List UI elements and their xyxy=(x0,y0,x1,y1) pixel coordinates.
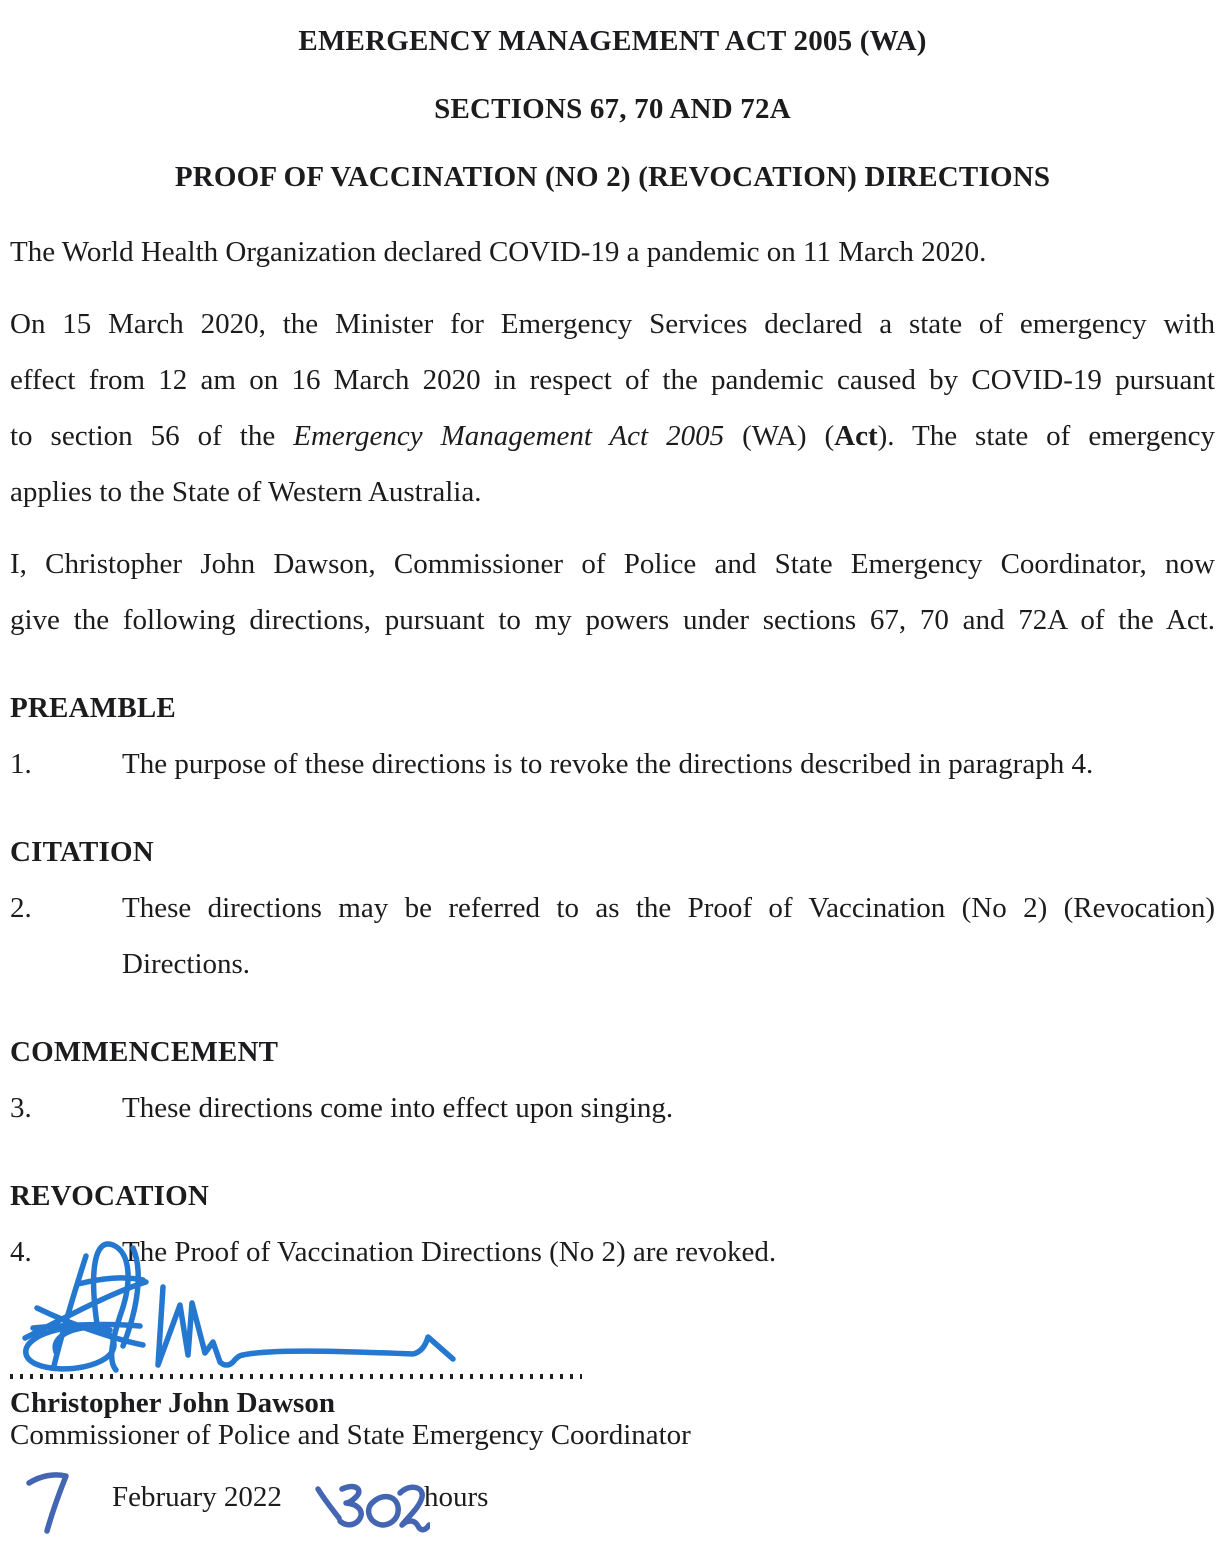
paragraph-line: applies to the State of Western Australia. xyxy=(10,476,482,508)
title-block xyxy=(10,20,1215,198)
signature-dotted-line xyxy=(10,1374,582,1379)
paragraph-commissioner-statement xyxy=(10,536,1215,648)
date-month-year: February 2022 xyxy=(112,1481,282,1513)
clause-text-continued: Directions. xyxy=(122,948,251,980)
paragraph-who-declaration: The World Health Organization declared COVID-19 a pandemic on 11 March 2020. xyxy=(10,236,987,268)
clause-text: The purpose of these directions is to revoke the directions described in paragraph 4. xyxy=(122,748,1094,780)
text-segment: (WA) ( xyxy=(724,420,835,452)
paragraph-line: effect from 12 am on 16 March 2020 in respect of the pandemic caused by COVID-19 pursuant xyxy=(10,364,1215,396)
heading-commencement: COMMENCEMENT xyxy=(10,1036,279,1068)
handwritten-day-ink xyxy=(26,1469,70,1535)
clause-number: 1. xyxy=(10,748,32,780)
act-abbreviation-bold: Act xyxy=(834,420,878,452)
heading-citation: CITATION xyxy=(10,836,154,868)
clause-text: These directions may be referred to as the Proof of Vaccination (No 2) (Revocation) xyxy=(122,892,1215,924)
clause-1 xyxy=(10,736,1215,792)
document-title-directions: PROOF OF VACCINATION (NO 2) (REVOCATION) DIRECTIONS xyxy=(174,161,1051,193)
paragraph-line: give the following directions, pursuant to my powers under sections 67, 70 and 72A of the Act. xyxy=(10,604,1215,636)
paragraph-line: On 15 March 2020, the Minister for Emergency Services declared a state of emergency with xyxy=(10,308,1215,340)
document-body xyxy=(10,224,1215,1535)
clause-number: 2. xyxy=(10,892,32,924)
paragraph-state-of-emergency xyxy=(10,296,1215,520)
clause-4 xyxy=(10,1224,1215,1280)
signatory-role: Commissioner of Police and State Emergency Coordinator xyxy=(10,1419,691,1451)
heading-revocation: REVOCATION xyxy=(10,1180,210,1212)
clause-3 xyxy=(10,1080,1215,1136)
text-segment: ). The state of emergency xyxy=(877,420,1216,452)
date-time-row xyxy=(10,1469,1215,1535)
text-segment: to section 56 of the xyxy=(10,420,294,452)
clause-number: 3. xyxy=(10,1092,32,1124)
handwritten-time-strokes xyxy=(318,1487,429,1530)
paragraph-line xyxy=(10,408,1215,464)
document-title-act: EMERGENCY MANAGEMENT ACT 2005 (WA) xyxy=(298,25,927,57)
handwritten-time-ink xyxy=(312,1481,430,1533)
time-suffix-label: hours xyxy=(423,1481,489,1513)
clause-2 xyxy=(10,880,1215,992)
paragraph-line: I, Christopher John Dawson, Commissioner of Police and State Emergency Coordinator, now xyxy=(10,548,1215,580)
handwritten-day-strokes xyxy=(29,1475,66,1531)
clause-number: 4. xyxy=(10,1236,32,1268)
signatory-name: Christopher John Dawson xyxy=(10,1387,335,1419)
clause-text: The Proof of Vaccination Directions (No 2) are revoked. xyxy=(122,1236,777,1268)
heading-preamble: PREAMBLE xyxy=(10,692,176,724)
act-title-italic: Emergency Management Act 2005 xyxy=(293,420,725,452)
document-title-sections: SECTIONS 67, 70 AND 72A xyxy=(434,93,791,125)
clause-text: These directions come into effect upon singing. xyxy=(122,1092,674,1124)
